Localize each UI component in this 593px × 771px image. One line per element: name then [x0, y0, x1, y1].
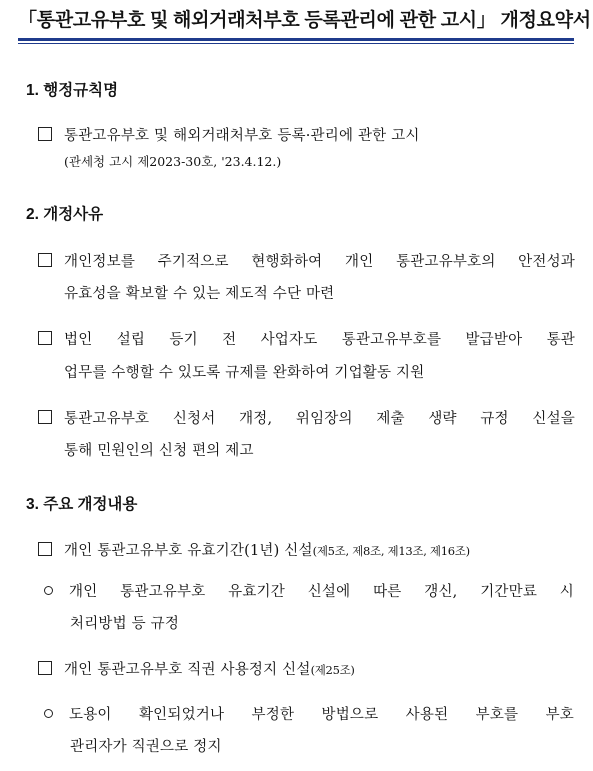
list-item	[38, 125, 420, 147]
change-1-title: 개인 통관고유부호 유효기간(1년) 신설	[64, 543, 313, 559]
change-1-detail-line-1: 개인 통관고유부호 유효기간 신설에 따른 갱신, 기간만료 시	[69, 584, 574, 600]
regulation-reference: (관세청 고시 제2023-30호, '23.4.12.)	[64, 154, 282, 169]
change-2-detail-line-1: 도용이 확인되었거나 부정한 방법으로 사용된 부호를 부호	[69, 707, 574, 723]
list-item	[44, 581, 574, 603]
regulation-name: 통관고유부호 및 해외거래처부호 등록·관리에 관한 고시	[64, 128, 420, 144]
checkbox-square-icon	[38, 410, 52, 424]
circle-bullet-icon	[44, 709, 53, 718]
reason-1-line-1: 개인정보를 주기적으로 현행화하여 개인 통관고유부호의 안전성과	[64, 254, 575, 270]
checkbox-square-icon	[38, 253, 52, 267]
reason-1-line-2: 유효성을 확보할 수 있는 제도적 수단 마련	[64, 286, 335, 302]
reason-3-line-2: 통해 민원인의 신청 편의 제고	[64, 443, 254, 459]
reason-2-line-1: 법인 설립 등기 전 사업자도 통관고유부호를 발급받아 통관	[64, 332, 575, 348]
list-item	[44, 704, 574, 726]
title-underline-thick	[18, 38, 574, 41]
list-item	[38, 251, 575, 273]
list-item	[38, 540, 470, 562]
section-heading-1: 1. 행정규칙명	[26, 82, 119, 99]
change-1-article-ref: (제5조, 제8조, 제13조, 제16조)	[312, 544, 470, 558]
document-title: 「통관고유부호 및 해외거래처부호 등록관리에 관한 고시」 개정요약서	[18, 10, 591, 31]
section-heading-3: 3. 주요 개정내용	[26, 496, 138, 513]
section-heading-2: 2. 개정사유	[26, 206, 104, 223]
change-2-detail-line-2: 관리자가 직권으로 정지	[70, 739, 222, 755]
change-1-detail-line-2: 처리방법 등 규정	[70, 616, 180, 632]
title-underline-thin	[18, 43, 574, 44]
change-2-title: 개인 통관고유부호 직권 사용정지 신설	[64, 662, 311, 678]
reason-3-line-1: 통관고유부호 신청서 개정, 위임장의 제출 생략 규정 신설을	[64, 411, 575, 427]
checkbox-square-icon	[38, 127, 52, 141]
reason-2-line-2: 업무를 수행할 수 있도록 규제를 완화하여 기업활동 지원	[64, 365, 425, 381]
list-item	[38, 408, 575, 430]
list-item	[38, 659, 355, 681]
circle-bullet-icon	[44, 586, 53, 595]
list-item	[38, 329, 575, 351]
checkbox-square-icon	[38, 542, 52, 556]
change-2-article-ref: (제25조)	[310, 663, 355, 677]
checkbox-square-icon	[38, 331, 52, 345]
checkbox-square-icon	[38, 661, 52, 675]
